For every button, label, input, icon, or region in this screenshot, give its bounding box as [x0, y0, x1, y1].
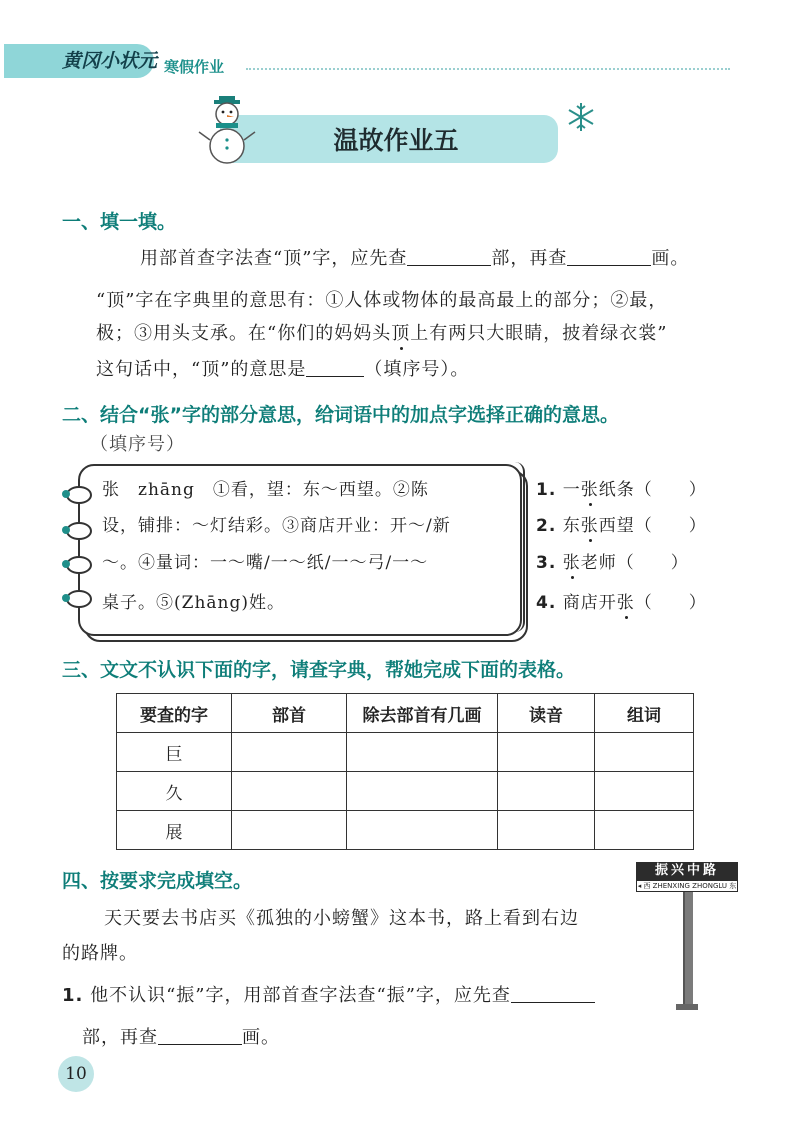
char-cell: 展	[117, 811, 232, 850]
definition-line: 桌子。⑤(Zhāng)姓。	[102, 593, 285, 613]
answer-cell[interactable]	[595, 733, 694, 772]
emphasized-char: 张	[616, 593, 635, 613]
line4-text-a: 这句话中，“顶”的意思是	[96, 359, 307, 380]
section1-line3	[96, 323, 667, 345]
section1-line2: “顶”字在字典里的意思有：①人体或物体的最高最上的部分；②最，	[96, 290, 668, 311]
section4-heading: 四、按要求完成填空。	[62, 870, 253, 892]
section2-heading: 二、结合“张”字的部分意思，给词语中的加点字选择正确的意思。	[62, 404, 619, 426]
column-header: 要查的字	[117, 694, 232, 733]
meaning-blank[interactable]	[306, 360, 364, 377]
emphasized-char: 张	[580, 480, 599, 500]
line4-text-b: （填序号）。	[364, 359, 470, 380]
emphasized-char: 张	[562, 553, 581, 573]
street-sign-pinyin: ◂ 西 ZHENXING ZHONGLU 东	[637, 882, 737, 890]
column-header: 组词	[595, 694, 694, 733]
definition-line: ～。④量词：一～嘴/一～纸/一～弓/一～	[102, 553, 429, 573]
radical-blank[interactable]	[511, 986, 595, 1003]
answer-cell[interactable]	[232, 811, 347, 850]
column-header: 读音	[498, 694, 595, 733]
question1-text: 他不认识“振”字，用部首查字法查“振”字，应先查	[90, 985, 511, 1006]
page-number: 10	[58, 1056, 94, 1092]
section4-para1: 天天要去书店买《孤独的小螃蟹》这本书，路上看到右边	[104, 908, 579, 929]
option-answer: 纸条（ ）	[598, 480, 707, 500]
bracket-divider	[515, 462, 525, 632]
line1-text-b: 部，再查	[491, 248, 568, 269]
question-number: 1.	[62, 985, 84, 1006]
question1-line1	[62, 985, 595, 1007]
stroke-count-blank[interactable]	[567, 249, 651, 266]
section1-line4	[96, 359, 469, 381]
question1-line2	[82, 1027, 280, 1049]
ring-dot-icon	[62, 594, 70, 602]
page-title: 温故作业五	[333, 126, 459, 155]
answer-cell[interactable]	[595, 772, 694, 811]
answer-cell[interactable]	[498, 772, 595, 811]
brand-logo: 黄冈小状元	[62, 50, 158, 72]
option-answer: 西望（ ）	[598, 516, 707, 536]
sign-pole-base	[676, 1004, 698, 1010]
emphasized-char: 张	[580, 516, 599, 536]
char-cell: 久	[117, 772, 232, 811]
question1-text-c: 画。	[242, 1027, 280, 1048]
answer-cell[interactable]	[232, 733, 347, 772]
option-number: 3.	[536, 553, 557, 573]
answer-cell[interactable]	[347, 772, 498, 811]
answer-cell[interactable]	[232, 772, 347, 811]
column-header: 部首	[232, 694, 347, 733]
option-text: 商店开	[562, 593, 617, 613]
option-text: 东	[562, 516, 581, 536]
ring-icon	[66, 486, 92, 504]
answer-cell[interactable]	[347, 811, 498, 850]
column-header: 除去部首有几画	[347, 694, 498, 733]
option-number: 4.	[536, 593, 557, 613]
option-answer: 老师（ ）	[580, 553, 689, 573]
stroke-count-blank[interactable]	[158, 1028, 242, 1045]
table-row	[117, 811, 694, 850]
option-item	[536, 516, 707, 536]
section1-heading: 一、填一填。	[62, 211, 177, 233]
snowflake-icon	[566, 102, 596, 132]
char-cell: 巨	[117, 733, 232, 772]
ring-icon	[66, 590, 92, 608]
section3-heading: 三、文文不认识下面的字，请查字典，帮她完成下面的表格。	[62, 659, 576, 681]
series-label: 寒假作业	[164, 58, 225, 76]
sign-pole	[683, 892, 693, 1008]
line1-text-c: 画。	[651, 248, 690, 269]
table-header-row	[117, 694, 694, 733]
header-divider	[246, 68, 730, 70]
option-text: 一	[562, 480, 581, 500]
line3-text-a: 极；③用头支承。在“你们的妈妈头	[96, 323, 392, 344]
option-number: 1.	[536, 480, 557, 500]
option-number: 2.	[536, 516, 557, 536]
option-item	[536, 553, 689, 573]
radical-blank[interactable]	[407, 249, 491, 266]
option-item	[536, 480, 707, 500]
line1-text-a: 用部首查字法查“顶”字，应先查	[140, 248, 408, 269]
dictionary-table	[116, 693, 694, 850]
table-row	[117, 733, 694, 772]
ring-dot-icon	[62, 490, 70, 498]
answer-cell[interactable]	[498, 733, 595, 772]
ring-dot-icon	[62, 526, 70, 534]
answer-cell[interactable]	[595, 811, 694, 850]
section2-subnote: （填序号）	[90, 434, 185, 455]
option-item	[536, 593, 707, 613]
answer-cell[interactable]	[498, 811, 595, 850]
definition-line: 设，铺排：～灯结彩。③商店开业：开～/新	[102, 516, 451, 536]
answer-cell[interactable]	[347, 733, 498, 772]
street-sign: 振兴中路	[636, 862, 738, 880]
ring-icon	[66, 522, 92, 540]
ring-dot-icon	[62, 560, 70, 568]
section1-line1	[140, 248, 689, 270]
question1-text-b: 部，再查	[82, 1027, 158, 1048]
section4-para2: 的路牌。	[62, 943, 138, 964]
table-row	[117, 772, 694, 811]
line3-text-b: 上有两只大眼睛，披着绿衣裳”	[410, 323, 668, 344]
emphasized-char: 顶	[391, 323, 411, 344]
ring-icon	[66, 556, 92, 574]
definition-line: 张 zhāng ①看，望：东～西望。②陈	[102, 480, 429, 500]
option-answer: （ ）	[634, 593, 707, 613]
